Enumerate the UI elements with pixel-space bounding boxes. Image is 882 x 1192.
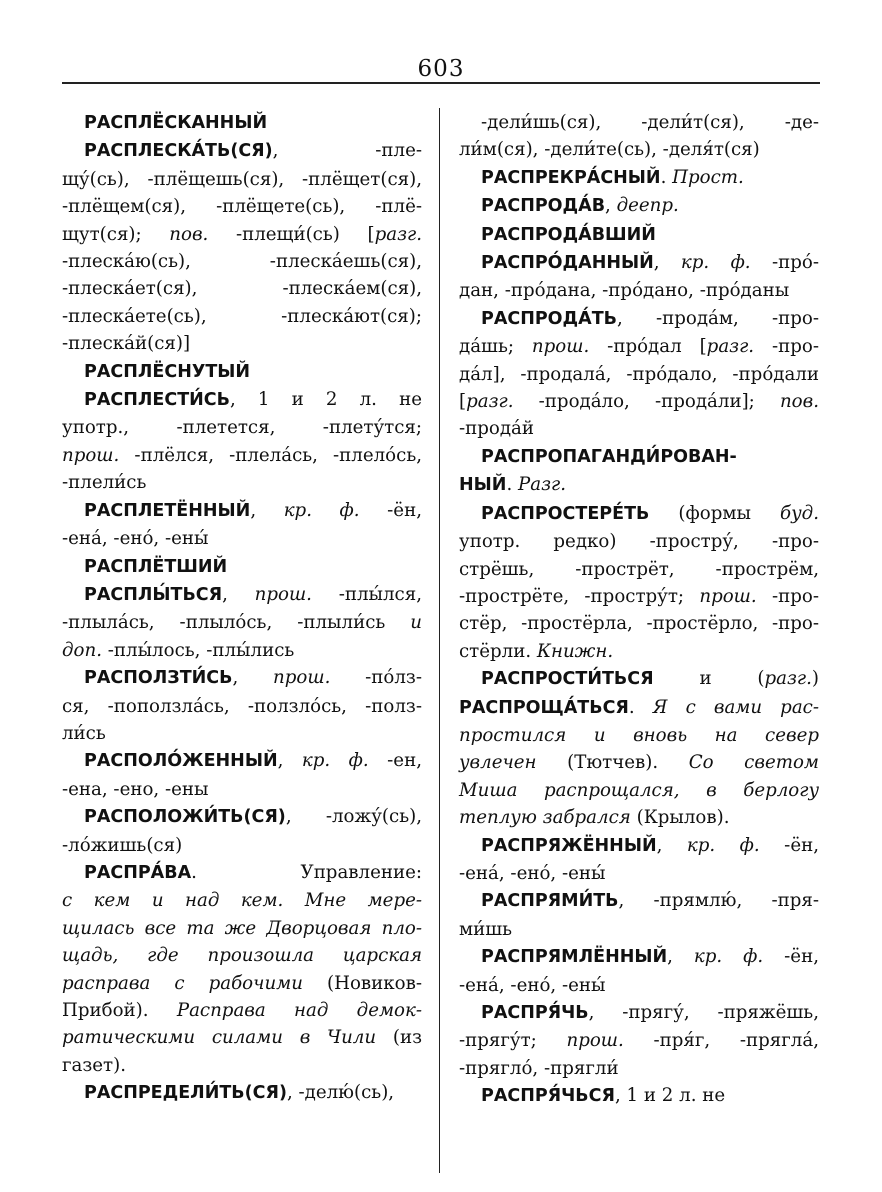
entry-line: -плыла́сь, -плыло́сь, -плыли́сь и bbox=[62, 612, 422, 634]
entry-line: -прягу́т; прош. -пря́г, -прягла́, bbox=[459, 1030, 819, 1052]
header-rule bbox=[62, 82, 820, 84]
dictionary-entry bbox=[459, 665, 819, 831]
dictionary-entry bbox=[62, 109, 422, 137]
entry-line: РАСПРОДА́В, деепр. bbox=[481, 195, 679, 217]
entry-line: -плеска́й(ся)] bbox=[62, 333, 191, 355]
entry-line: стёр, -простёрла, -простёрло, -про- bbox=[459, 613, 819, 635]
dictionary-entry bbox=[62, 386, 422, 497]
left-column bbox=[62, 109, 422, 1108]
entry-line: да́л], -продала́, -про́дало, -про́дали bbox=[459, 363, 819, 385]
entry-line: газет). bbox=[62, 1054, 126, 1076]
dictionary-entry bbox=[459, 500, 819, 665]
entry-line: -прода́й bbox=[459, 418, 535, 440]
entry-line: -прострёте, -простру́т; прош. -про- bbox=[459, 585, 819, 607]
entry-line: с кем и над кем. Мне мере- bbox=[62, 890, 422, 912]
dictionary-entry bbox=[459, 109, 819, 164]
entry-line: НЫЙ. Разг. bbox=[459, 474, 566, 496]
entry-line: РАСПОЛОЖИ́ТЬ(СЯ), -ложу́(сь), bbox=[84, 806, 422, 828]
entry-line: -дели́шь(ся), -дели́т(ся), -де- bbox=[481, 112, 819, 133]
dictionary-entry bbox=[459, 221, 819, 249]
dictionary-entry bbox=[62, 581, 422, 664]
entry-line: РАСПРОДА́ТЬ, -прода́м, -про- bbox=[481, 307, 819, 329]
dictionary-entry bbox=[459, 443, 819, 500]
dictionary-entry bbox=[459, 305, 819, 443]
entry-line: дан, -про́дана, -про́дано, -про́даны bbox=[459, 280, 790, 302]
dictionary-entry bbox=[459, 192, 819, 220]
page-number: 603 bbox=[417, 56, 465, 82]
entry-line: РАСПРЕКРА́СНЫЙ. Прост. bbox=[481, 166, 744, 188]
entry-line: РАСПРОЩА́ТЬСЯ. Я с вами рас- bbox=[459, 696, 819, 718]
entry-line: РАСПЛЁТШИЙ bbox=[84, 556, 228, 577]
entry-line: -плёщем(ся), -плёщете(сь), -плё- bbox=[62, 196, 422, 218]
entry-line: Миша распрощался, в берлогу bbox=[459, 779, 819, 801]
entry-line: да́шь; прош. -про́дал [разг. -про- bbox=[459, 336, 819, 358]
entry-line: РАСПРЯМЛЁННЫЙ, кр. ф. -ён, bbox=[481, 946, 819, 968]
entry-line: ми́шь bbox=[459, 918, 513, 940]
entry-line: РАСПРОДА́ВШИЙ bbox=[481, 224, 656, 245]
entry-line: стёрли. Книжн. bbox=[459, 640, 614, 662]
entry-line: -ена́, -ено́, -ены́ bbox=[459, 974, 606, 996]
entry-line: РАСПЛЫ́ТЬСЯ, прош. -плы́лся, bbox=[84, 583, 422, 605]
entry-line: щадь, где произошла царская bbox=[62, 945, 422, 967]
dictionary-entry bbox=[459, 887, 819, 943]
entry-line: ся, -поползла́сь, -ползло́сь, -полз- bbox=[62, 695, 422, 717]
entry-line: РАСПРЕДЕЛИ́ТЬ(СЯ), -делю́(сь), bbox=[84, 1082, 395, 1104]
entry-line: РАСПРОСТИ́ТЬСЯ и (разг.) bbox=[481, 668, 819, 690]
entry-line: ли́сь bbox=[62, 722, 106, 744]
entry-line: употр. редко) -простру́, -про- bbox=[459, 531, 819, 553]
entry-line: -плеска́ете(сь), -плеска́ют(ся); bbox=[62, 305, 422, 327]
entry-line: ратическими силами в Чили (из bbox=[62, 1027, 423, 1049]
column-divider bbox=[439, 108, 440, 1173]
dictionary-entry bbox=[62, 137, 422, 357]
dictionary-entry bbox=[62, 803, 422, 859]
dictionary-entry bbox=[459, 164, 819, 192]
entry-line: РАСПРА́ВА. Управление: bbox=[84, 861, 422, 883]
entry-line: теплую забрался (Крылов). bbox=[459, 807, 730, 829]
entry-line: Прибой). Расправа над демок- bbox=[62, 1000, 422, 1021]
entry-line: РАСПРЯМИ́ТЬ, -прямлю́, -пря- bbox=[481, 890, 819, 912]
entry-line: щилась все та же Дворцовая пло- bbox=[62, 917, 422, 939]
entry-line: РАСПЛЕСКА́ТЬ(СЯ), -пле- bbox=[84, 140, 422, 162]
dictionary-entry bbox=[459, 249, 819, 305]
entry-line: РАСПРО́ДАННЫЙ, кр. ф. -про́- bbox=[481, 252, 819, 274]
dictionary-entry bbox=[459, 943, 819, 999]
dictionary-entry bbox=[459, 1082, 819, 1110]
entry-line: -плеска́ет(ся), -плеска́ем(ся), bbox=[62, 278, 422, 300]
entry-line: РАСПОЛО́ЖЕННЫЙ, кр. ф. -ен, bbox=[84, 750, 422, 772]
entry-line: РАСПРОСТЕРЕ́ТЬ (формы буд. bbox=[481, 502, 819, 524]
dictionary-entry bbox=[62, 358, 422, 386]
entry-line: РАСПРЯЖЁННЫЙ, кр. ф. -ён, bbox=[481, 834, 819, 856]
entry-line: расправа с рабочими (Новиков- bbox=[62, 972, 422, 994]
entry-line: -ло́жишь(ся) bbox=[62, 834, 183, 856]
entry-line: РАСПЛЁСКАННЫЙ bbox=[84, 113, 268, 133]
entry-line: ли́м(ся), -дели́те(сь), -деля́т(ся) bbox=[459, 139, 760, 161]
entry-line: стрёшь, -прострёт, -прострём, bbox=[459, 558, 819, 580]
entry-line: РАСПОЛЗТИ́СЬ, прош. -по́лз- bbox=[84, 667, 422, 689]
entry-line: РАСПЛЕТЁННЫЙ, кр. ф. -ён, bbox=[84, 499, 422, 521]
entry-line: -плели́сь bbox=[62, 472, 147, 494]
dictionary-entry bbox=[62, 1079, 422, 1107]
entry-line: простился и вновь на север bbox=[459, 724, 819, 746]
dictionary-entry bbox=[62, 747, 422, 803]
right-column bbox=[459, 109, 819, 1111]
entry-line: -ена, -ено, -ены bbox=[62, 778, 209, 800]
dictionary-entry bbox=[62, 859, 422, 1079]
entry-line: -прягло́, -прягли́ bbox=[459, 1057, 619, 1079]
entry-line: прош. -плёлся, -плела́сь, -плело́сь, bbox=[62, 444, 422, 466]
entry-line: употр., -плетется, -плету́тся; bbox=[62, 417, 422, 439]
dictionary-entry bbox=[62, 664, 422, 747]
entry-line: -ена́, -ено́, -ены́ bbox=[459, 862, 606, 884]
entry-line: [разг. -прода́ло, -прода́ли]; пов. bbox=[459, 391, 819, 413]
entry-line: РАСПРОПАГАНДИ́РОВАН- bbox=[481, 446, 737, 467]
entry-line: щу́(сь), -плёщешь(ся), -плёщет(ся), bbox=[62, 168, 422, 190]
entry-line: РАСПРЯ́ЧЬ, -прягу́, -пряжёшь, bbox=[481, 1002, 819, 1023]
entry-line: щут(ся); пов. -плещи́(сь) [разг. bbox=[62, 223, 422, 245]
entry-line: увлечен (Тютчев). Со светом bbox=[459, 752, 819, 774]
dictionary-entry bbox=[62, 497, 422, 553]
dictionary-entry bbox=[459, 999, 819, 1082]
entry-line: -плеска́ю(сь), -плеска́ешь(ся), bbox=[62, 251, 422, 273]
entry-line: РАСПЛЁСНУТЫЙ bbox=[84, 361, 251, 382]
entry-line: РАСПЛЕСТИ́СЬ, 1 и 2 л. не bbox=[84, 389, 422, 411]
dictionary-entry bbox=[62, 553, 422, 581]
entry-line: РАСПРЯ́ЧЬСЯ, 1 и 2 л. не bbox=[481, 1085, 726, 1107]
entry-line: доп. -плы́лось, -плы́лись bbox=[62, 639, 295, 661]
dictionary-entry bbox=[459, 832, 819, 888]
entry-line: -ена́, -ено́, -ены́ bbox=[62, 528, 209, 550]
